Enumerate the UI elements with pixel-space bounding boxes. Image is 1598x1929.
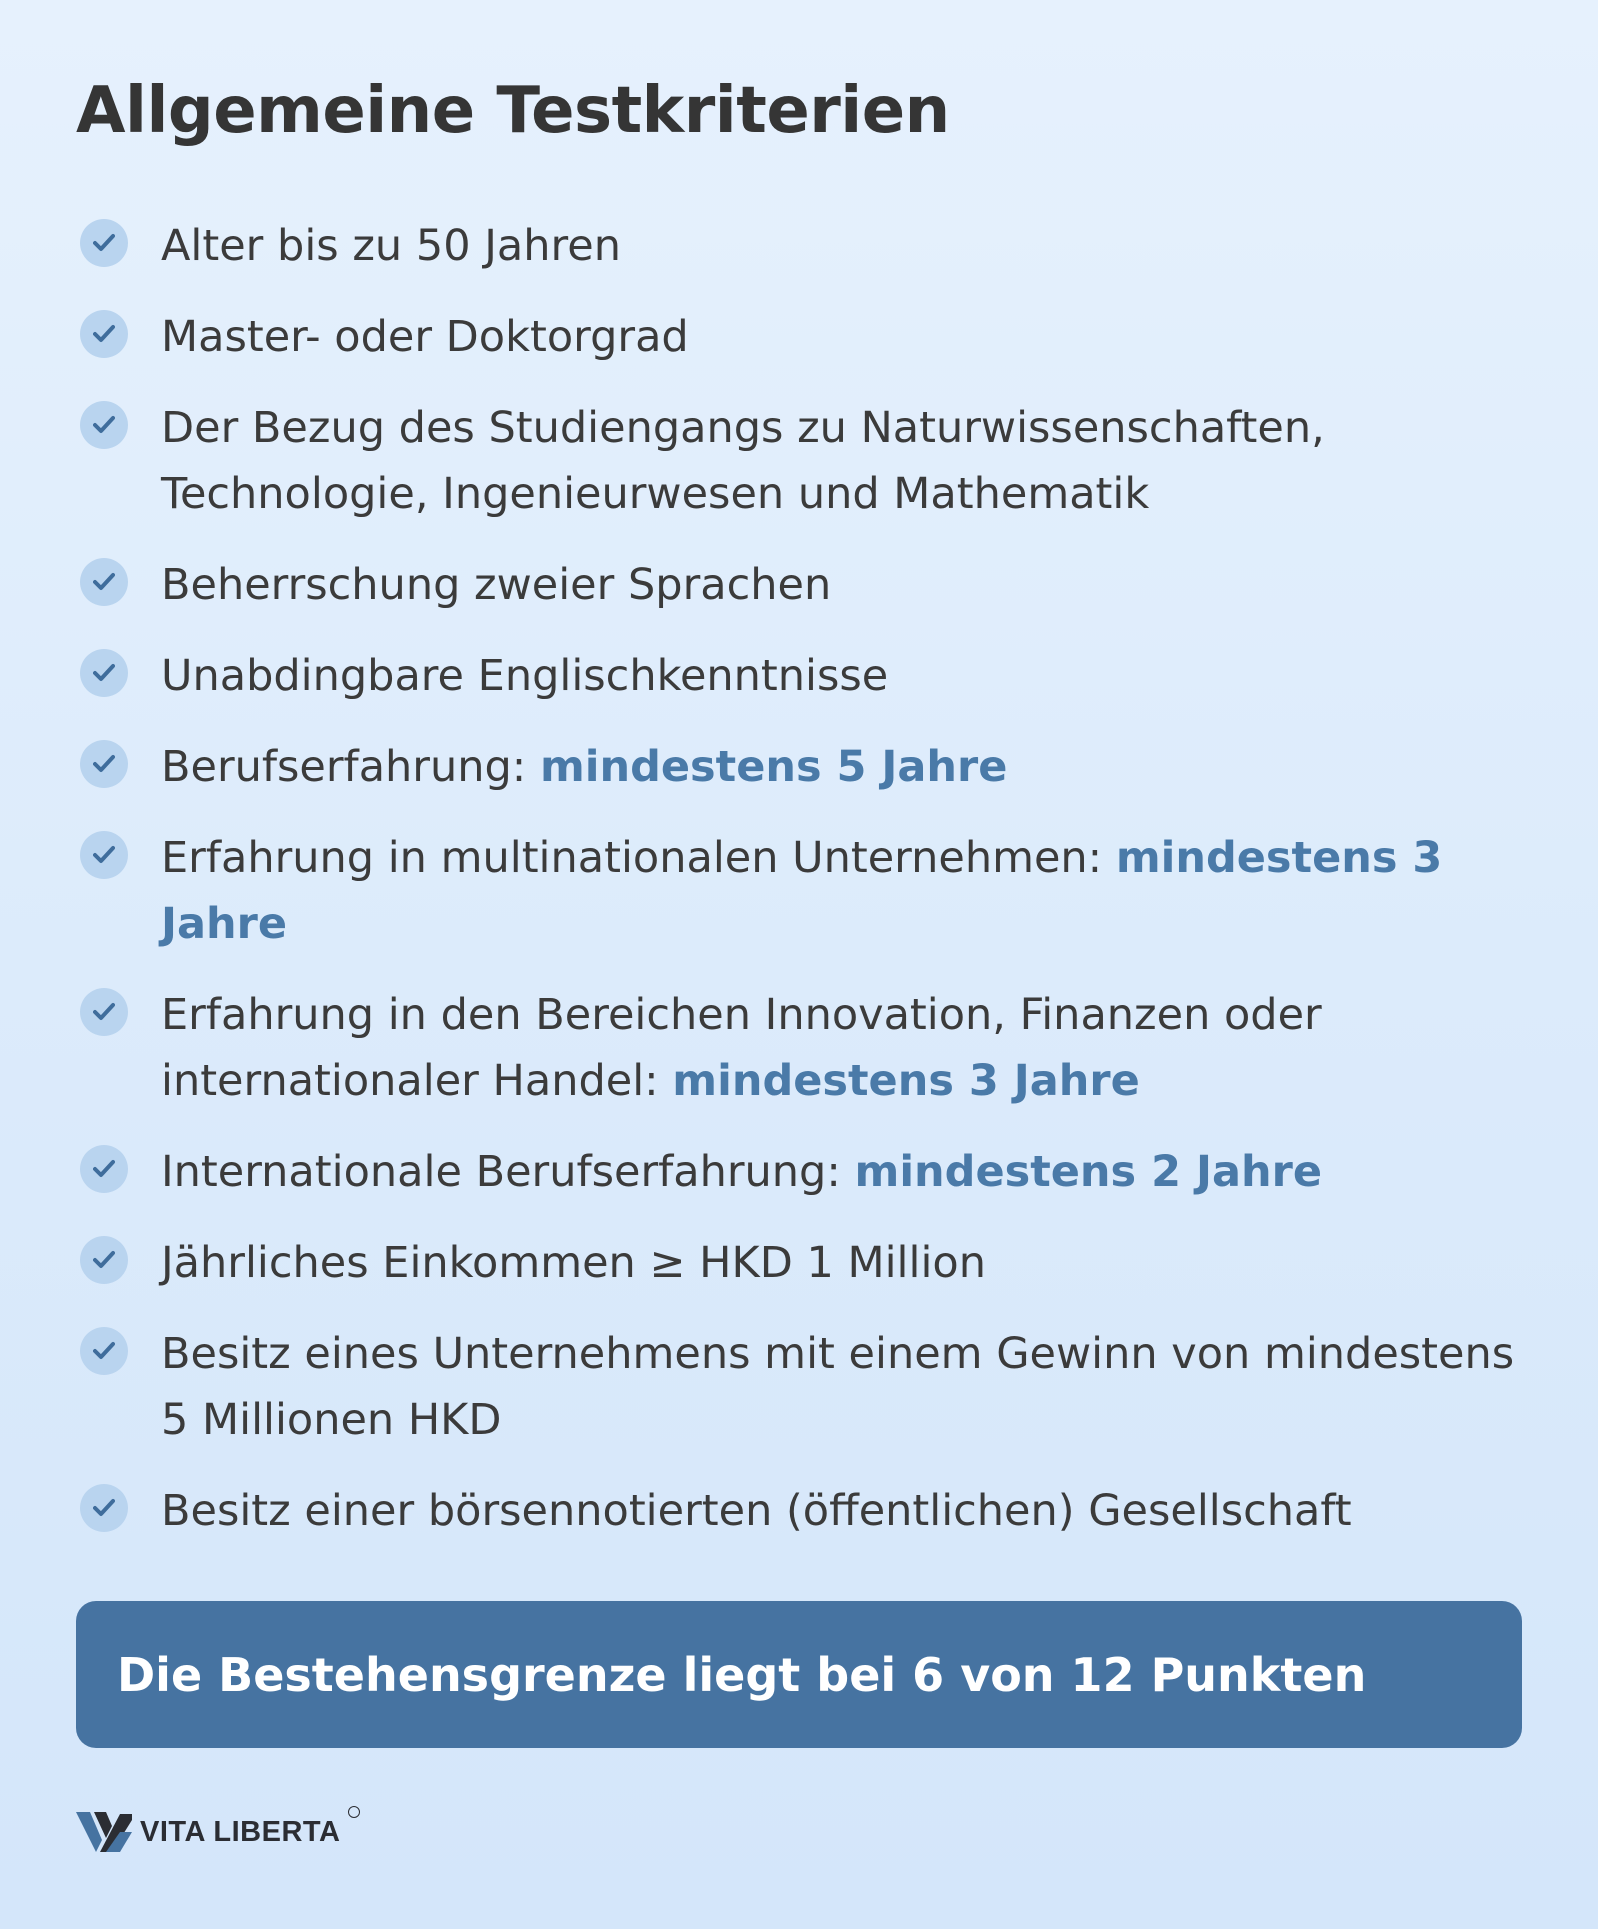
criterion-item (76, 552, 1516, 618)
criterion-item (76, 982, 1516, 1114)
passing-score-banner (76, 1601, 1522, 1748)
logo (76, 1810, 340, 1854)
logo-text: VITA LIBERTA (140, 1815, 341, 1848)
criterion-item (76, 734, 1516, 800)
criterion-text: Der Bezug des Studiengangs zu Naturwissenschaften, Technologie, Ingenieurwesen und Mathematik (161, 403, 1325, 519)
criterion-highlight: mindestens 2 Jahre (854, 1147, 1322, 1197)
banner-text: Die Bestehensgrenze liegt bei 6 von 12 Punkten (117, 1647, 1367, 1702)
criterion-text: Berufserfahrung: (161, 742, 540, 792)
criterion-text: Unabdingbare Englischkenntnisse (161, 651, 889, 701)
criterion-text: Erfahrung in multinationalen Unternehmen: (161, 833, 1116, 883)
criterion-text: Besitz einer börsennotierten (öffentlichen) Gesellschaft (161, 1486, 1352, 1536)
check-icon (80, 1327, 128, 1375)
criterion-highlight: mindestens 3 Jahre (161, 833, 1443, 949)
check-icon (80, 558, 128, 606)
criteria-list (76, 213, 1516, 1569)
check-icon (80, 831, 128, 879)
check-icon (80, 1484, 128, 1532)
criterion-item (76, 1478, 1516, 1544)
criterion-text: Alter bis zu 50 Jahren (161, 221, 621, 271)
check-icon (80, 1145, 128, 1193)
check-icon (80, 219, 128, 267)
check-icon (80, 1236, 128, 1284)
criterion-text: Beherrschung zweier Sprachen (161, 560, 832, 610)
criterion-item (76, 304, 1516, 370)
criterion-text: Erfahrung in den Bereichen Innovation, Finanzen oder internationaler Handel: (161, 990, 1322, 1106)
page-title: Allgemeine Testkriterien (76, 74, 950, 148)
criterion-text: Besitz eines Unternehmens mit einem Gewinn von mindestens 5 Millionen HKD (161, 1329, 1515, 1445)
criterion-text: Master- oder Doktorgrad (161, 312, 689, 362)
criterion-item (76, 1139, 1516, 1205)
check-icon (80, 988, 128, 1036)
criterion-highlight: mindestens 3 Jahre (672, 1056, 1140, 1106)
trademark-icon (348, 1806, 360, 1818)
check-icon (80, 401, 128, 449)
criterion-text: Internationale Berufserfahrung: (161, 1147, 855, 1197)
criterion-highlight: mindestens 5 Jahre (539, 742, 1008, 792)
criterion-item (76, 395, 1516, 527)
criterion-text: Jährliches Einkommen ≥ HKD 1 Million (161, 1238, 986, 1288)
criterion-item (76, 825, 1516, 957)
criterion-item (76, 1321, 1516, 1453)
check-icon (80, 740, 128, 788)
criterion-item (76, 1230, 1516, 1296)
vita-liberta-logo-icon (76, 1812, 132, 1852)
criterion-item (76, 213, 1516, 279)
check-icon (80, 310, 128, 358)
check-icon (80, 649, 128, 697)
criterion-item (76, 643, 1516, 709)
